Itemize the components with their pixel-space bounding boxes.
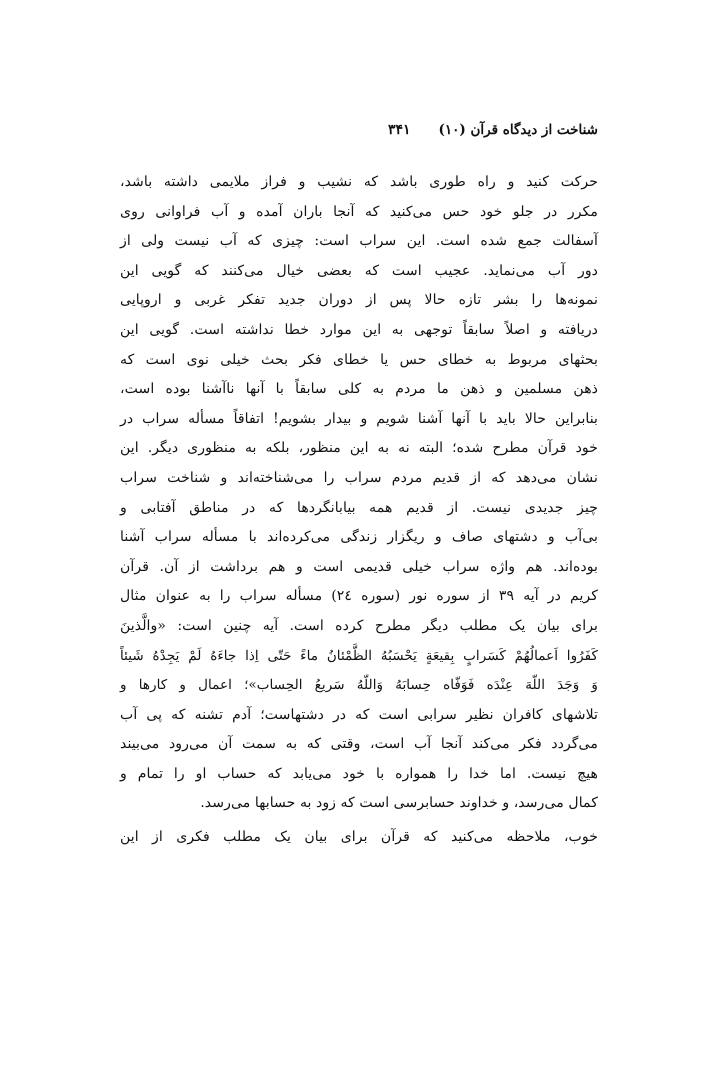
text-line: بوده‌اند. هم واژه سراب خیلی قدیمی است و هم برداشت از آن. قرآن [120, 558, 598, 575]
text-line: ذهن مسلمین و ذهن ما مردم به کلی سابقاً با آنها ناآشنا بوده است، [120, 381, 598, 398]
quran-verse-line: کَفَرُوا اَعمالُهُمْ کَسَرابٍ بِقیعَةٍ یَحْسَبُهُ الظَّمْئانُ ماءً حَتّی اِذا جاءَهُ لَمْ یَجِدْهُ شَیئاً [120, 647, 598, 664]
body-text [120, 168, 598, 853]
paragraph-start-line: خوب، ملاحظه می‌کنید که قرآن برای بیان یک مطلب فکری از این [120, 829, 598, 846]
page-number: ۳۴۱ [387, 122, 411, 138]
text-line: حرکت کنید و راه طوری باشد که نشیب و فراز ملایمی داشته باشد، [120, 174, 598, 190]
text-line: تلاشهای کافران نظیر سرابی است که در دشتهاست؛ آدم تشنه که پی آب [120, 706, 598, 723]
text-line: برای بیان یک مطلب دیگر مطرح کرده است. آیه چنین است: «والَّذینَ [120, 617, 598, 634]
book-page [120, 122, 598, 853]
text-line: بنابراین حالا باید با آنها آشنا شویم و بیدار بشویم! اتفاقاً مسأله سراب در [120, 410, 598, 427]
quran-verse-line: وَ وَجَدَ اللّهَ عِنْدَه فَوَفّاه حِسابَهُ وَاللّهُ سَریعُ الحِساب»؛ اعمال و کارها و [120, 677, 598, 694]
text-line: خود قرآن مطرح شده؛ البته نه به این منظور، بلکه به منظوری دیگر. این [120, 440, 598, 457]
running-header [120, 122, 598, 144]
paragraph-end-line: کمال می‌رسد، و خداوند حسابرسی است که زود به حسابها می‌رسد. [200, 795, 598, 812]
text-line: چیز جدیدی نیست. از قدیم همه بیابانگردها که در مناطق آفتابی و [120, 499, 598, 516]
text-line: نشان می‌دهد که از قدیم مردم سراب را می‌شناخته‌اند و شناخت سراب [120, 469, 598, 486]
text-line: نمونه‌ها را بشر تازه حالا پس از دوران جدید تفکر غربی و اروپایی [120, 292, 598, 309]
text-line: بحثهای مربوط به خطای حس یا خطای فکر بحث خیلی نوی است که [120, 351, 598, 368]
text-line: آسفالت جمع شده است. این سراب است: چیزی که آب نیست ولی از [120, 233, 598, 250]
text-line: کریم در آیه ۳۹ از سوره نور (سوره ٢٤) مسأله سراب را به عنوان مثال [120, 588, 598, 605]
text-line: مکرر در جلو خود حس می‌کنید که آنجا باران آمده و آب فراوانی روی [120, 203, 598, 220]
text-line: بی‌آب و دشتهای صاف و ریگزار زندگی می‌کرده‌اند با مسأله سراب آشنا [120, 529, 598, 546]
chapter-title: شناخت از دیدگاه قرآن (۱۰) [438, 122, 598, 138]
text-line: دریافته و اصلاً سابقاً توجهی به این موارد خطا نداشته است. گویی این [120, 321, 598, 338]
text-line: دور آب می‌نماید. عجیب است که بعضی خیال می‌کنند که گویی این [120, 262, 598, 279]
text-line: هیچ نیست. اما خدا را همواره با خود می‌یابد که حساب او را تمام و [120, 765, 598, 782]
text-line: می‌گردد فکر می‌کند آنجا آب است، وقتی که به سمت آن می‌رود می‌بیند [120, 736, 598, 753]
